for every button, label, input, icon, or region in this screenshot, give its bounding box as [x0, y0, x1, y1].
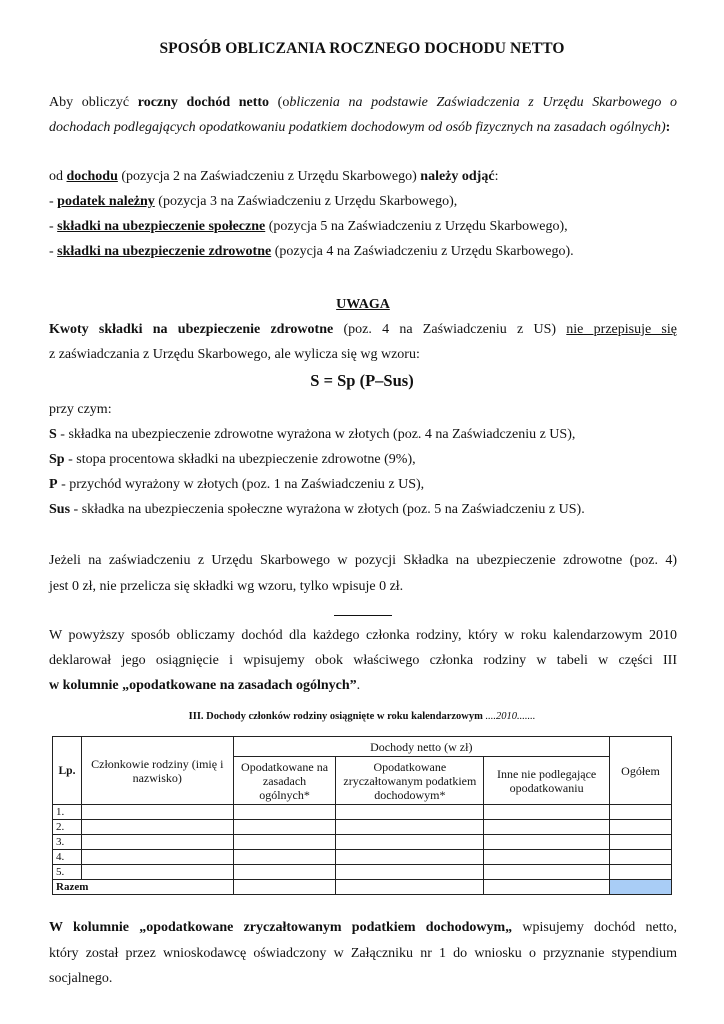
uwaga-line-1	[49, 318, 677, 343]
list-rest: (pozycja 5 na Zaświadczeniu z Urzędu Skarbowego),	[265, 219, 568, 234]
table-row	[53, 865, 672, 880]
razem-inne[interactable]	[484, 880, 610, 895]
od-colon: :	[494, 169, 499, 184]
uwaga-heading: UWAGA	[336, 297, 390, 312]
uwaga-text: (poz. 4 na Zaświadczeniu z US)	[333, 322, 567, 337]
table-row	[53, 805, 672, 820]
definition-text: - stopa procentowa składki na ubezpieczenie zdrowotne (9%),	[64, 452, 416, 467]
przy-czym: przy czym:	[49, 402, 112, 417]
razem-label: Razem	[53, 880, 234, 895]
cell-inne[interactable]	[484, 865, 610, 880]
cell-zryczaltowane[interactable]	[336, 850, 484, 865]
header-zryczaltowane: Opodatkowane zryczałtowanym podatkiem dochodowym*	[336, 757, 484, 805]
powyzszy-line-3	[49, 674, 677, 699]
cell-name[interactable]	[81, 835, 233, 850]
header-czlonkowie: Członkowie rodziny (imię i nazwisko)	[81, 737, 233, 805]
definition-row	[49, 498, 677, 523]
razem-zryczaltowane[interactable]	[336, 880, 484, 895]
list-item	[49, 240, 677, 265]
table-row	[53, 850, 672, 865]
cell-ogolne[interactable]	[233, 820, 336, 835]
formula: S = Sp (P–Sus)	[310, 371, 414, 390]
caption-text: III. Dochody członków rodziny osiągnięte w roku kalendarzowym	[188, 711, 486, 722]
cell-zryczaltowane[interactable]	[336, 805, 484, 820]
uwaga-line-2: z zaświadczania z Urzędu Skarbowego, ale wylicza się wg wzoru:	[49, 347, 420, 362]
header-ogolem: Ogółem	[610, 737, 672, 805]
caption-year: ....2010.......	[485, 711, 536, 722]
powyzszy-bold: w kolumnie „opodatkowane na zasadach ogólnych”	[49, 678, 357, 693]
od-line	[49, 165, 677, 190]
final-line-3: socjalnego.	[49, 971, 113, 986]
powyzszy-line-2: deklarował jego osiągnięcie i wpisujemy obok właściwego członka rodziny w tabeli w części III	[49, 653, 677, 668]
list-term: składki na ubezpieczenie społeczne	[57, 219, 266, 234]
cell-ogolem[interactable]	[610, 835, 672, 850]
cell-ogolem[interactable]	[610, 820, 672, 835]
definition-symbol: P	[49, 477, 58, 492]
uwaga-underlined: nie przepisuje się	[566, 322, 677, 337]
jezeli-line-2: jest 0 zł, nie przelicza się składki wg wzoru, tylko wpisuje 0 zł.	[49, 579, 404, 594]
header-inne: Inne nie podlegające opodatkowaniu	[484, 757, 610, 805]
intro-bold: roczny dochód netto	[137, 95, 270, 110]
income-table	[52, 736, 672, 895]
row-number: 3.	[53, 835, 82, 850]
jezeli-line-1: Jeżeli na zaświadczeniu z Urzędu Skarbowego w pozycji Składka na ubezpieczenie zdrowotne (poz. 4)	[49, 553, 677, 568]
cell-ogolne[interactable]	[233, 865, 336, 880]
intro-text: Aby obliczyć	[49, 95, 138, 110]
powyzszy-period: .	[356, 678, 361, 693]
cell-ogolem[interactable]	[610, 850, 672, 865]
list-dash: -	[49, 244, 58, 259]
cell-inne[interactable]	[484, 820, 610, 835]
definition-symbol: Sp	[49, 452, 65, 467]
header-dochody: Dochody netto (w zł)	[233, 737, 609, 757]
section-divider	[334, 615, 392, 616]
definition-row	[49, 423, 677, 448]
od-nalezy: należy odjąć	[420, 169, 495, 184]
intro-text: (o	[269, 95, 290, 110]
definition-row	[49, 448, 677, 473]
cell-zryczaltowane[interactable]	[336, 865, 484, 880]
intro-italic: bliczenia na podstawie Zaświadczenia z Urzędu Skarbowego o dochodach podlegających opodatkowaniu podatkiem dochodowym od osób fizycznych na zasadach ogólnych)	[49, 95, 678, 135]
page-title: SPOSÓB OBLICZANIA ROCZNEGO DOCHODU NETTO	[159, 40, 565, 57]
definition-symbol: S	[49, 427, 57, 442]
definition-text: - składka na ubezpieczenie zdrowotne wyrażona w złotych (poz. 4 na Zaświadczeniu z US),	[56, 427, 576, 442]
razem-ogolem-highlight[interactable]	[610, 880, 672, 895]
cell-zryczaltowane[interactable]	[336, 820, 484, 835]
table-caption	[0, 711, 724, 722]
list-rest: (pozycja 4 na Zaświadczeniu z Urzędu Skarbowego).	[271, 244, 574, 259]
table-row	[53, 835, 672, 850]
final-line-1	[49, 916, 677, 941]
intro-colon: :	[665, 119, 671, 135]
definition-row	[49, 473, 677, 498]
cell-ogolne[interactable]	[233, 805, 336, 820]
final-line-2: który został przez wnioskodawcę oświadczony w Załączniku nr 1 do wniosku o przyznanie stypendium	[49, 946, 677, 961]
final-text: wpisujemy dochód netto,	[512, 920, 677, 935]
list-rest: (pozycja 3 na Zaświadczeniu z Urzędu Skarbowego),	[154, 194, 458, 209]
list-term: podatek należny	[57, 194, 155, 209]
row-number: 4.	[53, 850, 82, 865]
cell-inne[interactable]	[484, 850, 610, 865]
table-header-row	[53, 737, 672, 757]
list-term: składki na ubezpieczenie zdrowotne	[57, 244, 272, 259]
intro-paragraph	[49, 91, 677, 140]
row-number: 1.	[53, 805, 82, 820]
cell-ogolem[interactable]	[610, 865, 672, 880]
cell-name[interactable]	[81, 865, 233, 880]
cell-zryczaltowane[interactable]	[336, 835, 484, 850]
list-dash: -	[49, 194, 58, 209]
cell-inne[interactable]	[484, 835, 610, 850]
definition-symbol: Sus	[49, 502, 71, 517]
cell-name[interactable]	[81, 805, 233, 820]
table-row	[53, 820, 672, 835]
final-bold: W kolumnie „opodatkowane zryczałtowanym podatkiem dochodowym„	[49, 920, 513, 935]
definition-text: - przychód wyrażony w złotych (poz. 1 na Zaświadczeniu z US),	[57, 477, 425, 492]
table-razem-row	[53, 880, 672, 895]
header-lp: Lp.	[53, 737, 82, 805]
row-number: 5.	[53, 865, 82, 880]
cell-inne[interactable]	[484, 805, 610, 820]
razem-ogolne[interactable]	[233, 880, 336, 895]
od-dochodu: dochodu	[66, 169, 118, 184]
cell-ogolne[interactable]	[233, 850, 336, 865]
header-opodatkowane-ogolne: Opodatkowane na zasadach ogólnych*	[233, 757, 336, 805]
cell-ogolne[interactable]	[233, 835, 336, 850]
od-text: (pozycja 2 na Zaświadczeniu z Urzędu Skarbowego)	[117, 169, 421, 184]
cell-ogolem[interactable]	[610, 805, 672, 820]
cell-name[interactable]	[81, 820, 233, 835]
definition-text: - składka na ubezpieczenia społeczne wyrażona w złotych (poz. 5 na Zaświadczeniu z US).	[70, 502, 585, 517]
list-dash: -	[49, 219, 58, 234]
uwaga-bold: Kwoty składki na ubezpieczenie zdrowotne	[49, 322, 334, 337]
od-text: od	[49, 169, 67, 184]
list-item	[49, 215, 677, 240]
powyzszy-line-1: W powyższy sposób obliczamy dochód dla każdego członka rodziny, który w roku kalendarzowym 2010	[49, 628, 677, 643]
row-number: 2.	[53, 820, 82, 835]
cell-name[interactable]	[81, 850, 233, 865]
list-item	[49, 190, 677, 215]
